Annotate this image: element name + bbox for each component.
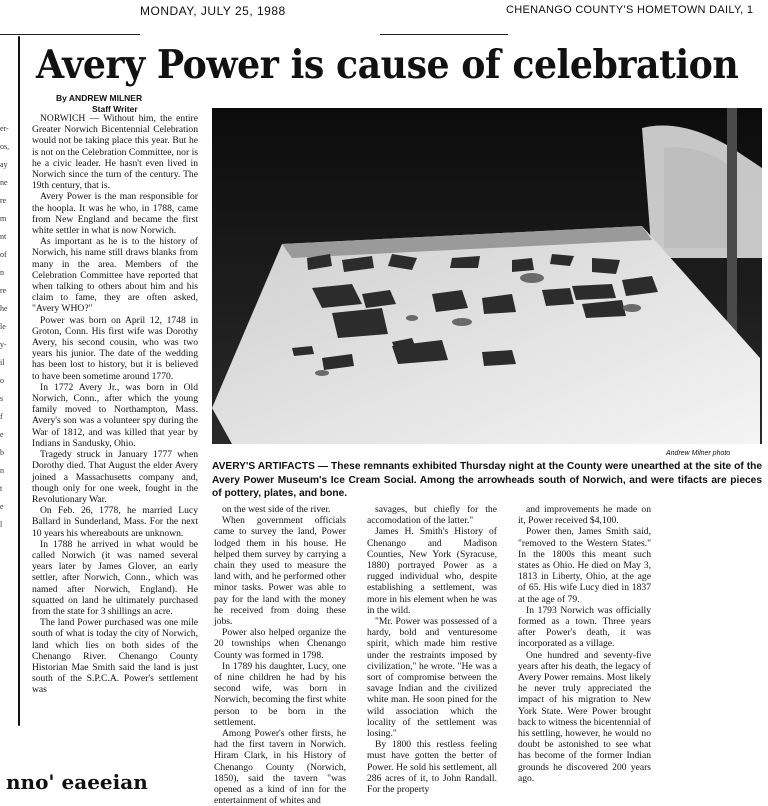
top-rule-right: [380, 34, 508, 35]
column-divider: [18, 36, 20, 726]
paragraph: When government officials came to survey the land, Power lodged them in his house. He helped them survey by carrying a chain they used to measure the land with, and he performed other minor tasks. Power was able to pay for the land with the money he received from doing these jobs.: [214, 515, 346, 628]
margin-fragment: y-: [0, 340, 7, 349]
article-column-2: [214, 504, 346, 806]
margin-fragment: il: [0, 358, 5, 367]
margin-fragment: ay: [0, 160, 8, 169]
next-article-headline-fragment: nno' eaeeian: [6, 770, 148, 794]
margin-fragment: he: [0, 304, 8, 313]
photo-credit: Andrew Milner photo: [666, 450, 731, 457]
margin-fragment: of: [0, 250, 7, 259]
margin-fragment: er-: [0, 124, 9, 133]
paragraph: By 1800 this restless feeling must have gotten the better of Power. He sold his settlement, all 286 acres of it, to John Randall. For the property: [367, 739, 497, 796]
margin-fragment: t: [0, 484, 3, 493]
article-column-4: [518, 504, 651, 784]
artifacts-photo: [212, 108, 762, 444]
paragraph: NORWICH — Without him, the entire Greater Norwich Bicentennial Celebration would not be taking place this year. But he is not on the Celebration Committee, nor is he a civic leader. He hasn't even lived in Norwich since the turn of the century. The 19th century, that is.: [32, 113, 198, 192]
margin-fragment: re: [0, 286, 7, 295]
margin-fragment: l: [0, 520, 3, 529]
paragraph: and improvements he made on it, Power received $4,100.: [518, 504, 651, 527]
byline: By ANDREW MILNER: [56, 93, 143, 103]
paragraph: In 1789 his daughter, Lucy, one of nine children he had by his second wife, was born in Norwich, becoming the first white person to be born in the settlement.: [214, 660, 346, 728]
article-column-3: [367, 504, 497, 796]
paragraph: In 1788 he arrived in what would be called Norwich (it was named several years later by James Glover, an early settler, after Norwich, Conn., which was named after Norwich, England). He squatted on land he ultimately purchased from the state for 3 shillings an acre.: [32, 538, 198, 617]
margin-fragment: nt: [0, 232, 7, 241]
margin-fragment: e: [0, 502, 4, 511]
paragraph: Power also helped organize the 20 townships when Chenango County was formed in 1798.: [214, 627, 346, 661]
photo-image: [212, 108, 762, 444]
paragraph: In 1793 Norwich was officially formed as a town. Three years after Power's death, it was incorporated as a village.: [518, 604, 651, 650]
margin-fragment: s: [0, 394, 4, 403]
adjacent-column-fragments: [0, 120, 18, 580]
photo-caption: [212, 460, 762, 501]
paragraph: The land Power purchased was one mile south of what is today the city of Norwich, land which lies on both sides of the Chenango River. Chenango County Historian Mae Smith said the land is just south of the S.P.C.A. Power's settlement was: [32, 617, 198, 696]
paragraph: Among Power's other firsts, he had the first tavern in Norwich. Hiram Clark, in his History of Chenango County (Norwich, 1850), said the tavern "was opened as a kind of inn for the entertainment of whites and: [214, 728, 346, 806]
paragraph: One hundred and seventy-five years after his death, the legacy of Avery Power remains. Most likely he never truly appreciated the impact of his migration to New York State. Were Power brought back to witness the bicentennial of his settling, however, he would no doubt be astonished to see what has become of the former Indian grounds he discovered 200 years ago.: [518, 649, 651, 784]
caption-lead: AVERY'S ARTIFACTS —: [212, 461, 329, 472]
paragraph: Tragedy struck in January 1777 when Dorothy died. That August the elder Avery joined a Massachusetts company and, though only for one week, fought in the Revolutionary War.: [32, 449, 198, 505]
paragraph: Avery Power is the man responsible for the hoopla. It was he who, in 1788, came from New England and became the first white settler in what is now Norwich.: [32, 191, 198, 237]
headline: Avery Power is cause of celebration: [36, 42, 739, 88]
margin-fragment: f: [0, 412, 3, 421]
margin-fragment: n: [0, 268, 4, 277]
margin-fragment: os,: [0, 142, 10, 151]
caption-text: These remnants exhibited Thursday night at the County were unearthed at the site of the Avery Power Museum's Ice Cream Social. Among the arrowheads south of Norwich, and were tifacts are pieces of pottery, plates, and bone.: [212, 461, 762, 499]
byline-role: Staff Writer: [92, 104, 138, 114]
newspaper-name: CHENANGO COUNTY'S HOMETOWN DAILY, 1: [506, 4, 754, 16]
article-column-1: [32, 113, 198, 778]
paragraph: As important as he is to the history of Norwich, his name still draws blanks from many in the area. Members of the Celebration Committee have reported that when talking to others about him and his claim to fame, they are often asked, "Avery WHO?": [32, 236, 198, 315]
paragraph: Power was born on April 12, 1748 in Groton, Conn. His first wife was Dorothy Avery, his second cousin, who was two years his junior. The date of the wedding has been lost to history, but it is believed to have been sometime around 1770.: [32, 314, 198, 382]
margin-fragment: b: [0, 448, 4, 457]
margin-fragment: re: [0, 196, 7, 205]
paragraph: savages, but chiefly for the accomodation of the latter.": [367, 504, 497, 527]
margin-fragment: le: [0, 322, 6, 331]
top-rule: [0, 34, 140, 35]
paragraph: James H. Smith's History of Chenango and Madison Counties, New York (Syracuse, 1880) portrayed Power as a rugged individual who, despite establishing a settlement, was more in his element when he was in the wild.: [367, 526, 497, 616]
margin-fragment: e: [0, 430, 4, 439]
margin-fragment: m: [0, 214, 7, 223]
paragraph: On Feb. 26, 1778, he married Lucy Ballard in Sunderland, Mass. For the next 10 years his whereabouts are unknown.: [32, 505, 198, 539]
paragraph: Power then, James Smith said, "removed to the Western States." In the 1800s this meant such states as Ohio. He died on May 3, 1813 in Liberty, Ohio, at the age of 65. His wife Lucy died in 1837 at the age of 79.: [518, 526, 651, 605]
paragraph: In 1772 Avery Jr., was born in Old Norwich, Conn., after which the young family moved to Northampton, Mass. Avery's son was a volunteer spy during the War of 1812, and was killed that year by Indians in Sandusky, Ohio.: [32, 381, 198, 449]
paragraph: on the west side of the river.: [222, 504, 331, 515]
margin-fragment: o: [0, 376, 4, 385]
margin-fragment: ne: [0, 178, 8, 187]
issue-date: MONDAY, JULY 25, 1988: [140, 4, 286, 18]
paragraph: "Mr. Power was possessed of a hardy, bold and venturesome spirit, which made him restive under the restraints imposed by civilization," he wrote. "He was a sort of compromise between the savage Indian and the civilized white man. He soon pined for the wild association which the locality of the settlement was losing.": [367, 616, 497, 740]
margin-fragment: n: [0, 466, 4, 475]
